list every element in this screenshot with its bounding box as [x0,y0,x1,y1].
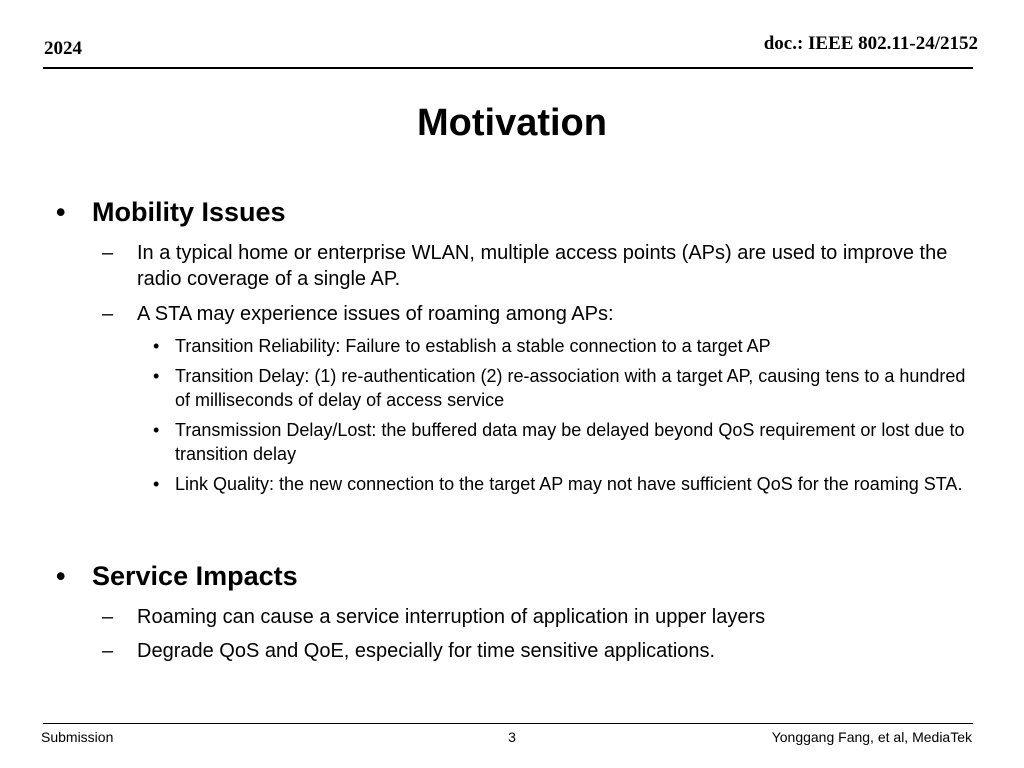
bullet-icon: • [56,197,66,227]
sub-list-item-text: Transition Reliability: Failure to establish a stable connection to a target AP [175,336,771,356]
header-divider [43,67,973,69]
footer-authors: Yonggang Fang, et al, MediaTek [771,729,972,745]
list-item-text: Roaming can cause a service interruption of application in upper layers [137,606,766,628]
footer-submission: Submission [41,729,114,745]
list-item-text: Degrade QoS and QoE, especially for time sensitive applications. [137,640,716,662]
section-heading-text: Service Impacts [92,561,298,591]
sub-list-item-text: Link Quality: the new connection to the target AP may not have sufficient QoS for the roaming STA. [175,474,963,494]
footer-divider [43,723,973,724]
sub-list-item [153,472,985,496]
list-item [102,301,977,327]
list-item [102,240,977,292]
section-heading-text: Mobility Issues [92,197,286,227]
page-number: 3 [508,729,516,745]
header-year: 2024 [44,38,82,59]
list-item-text: In a typical home or enterprise WLAN, multiple access points (APs) are used to improve the radio coverage of a single AP. [137,242,948,290]
list-item [102,638,977,664]
sub-list-item [153,418,985,466]
header-doc-id: doc.: IEEE 802.11-24/2152 [763,33,978,54]
bullet-icon: • [153,336,160,356]
sub-list-item [153,334,985,358]
bullet-icon: • [153,366,160,386]
sub-list-item-text: Transition Delay: (1) re-authentication (2) re-association with a target AP, causing tens to a hundred of milliseconds of delay of access service [175,366,966,410]
bullet-icon: • [56,561,66,591]
dash-icon: – [102,242,114,264]
dash-icon: – [102,303,114,325]
sub-list-item-text: Transmission Delay/Lost: the buffered data may be delayed beyond QoS requirement or lost due to transition delay [175,420,965,464]
sub-list-item [153,364,985,412]
section-heading [56,197,286,228]
list-item [102,604,977,630]
bullet-icon: • [153,420,160,440]
dash-icon: – [102,640,114,662]
slide-title: Motivation [417,102,607,144]
dash-icon: – [102,606,114,628]
bullet-icon: • [153,474,160,494]
section-heading [56,561,298,592]
list-item-text: A STA may experience issues of roaming among APs: [137,303,614,325]
